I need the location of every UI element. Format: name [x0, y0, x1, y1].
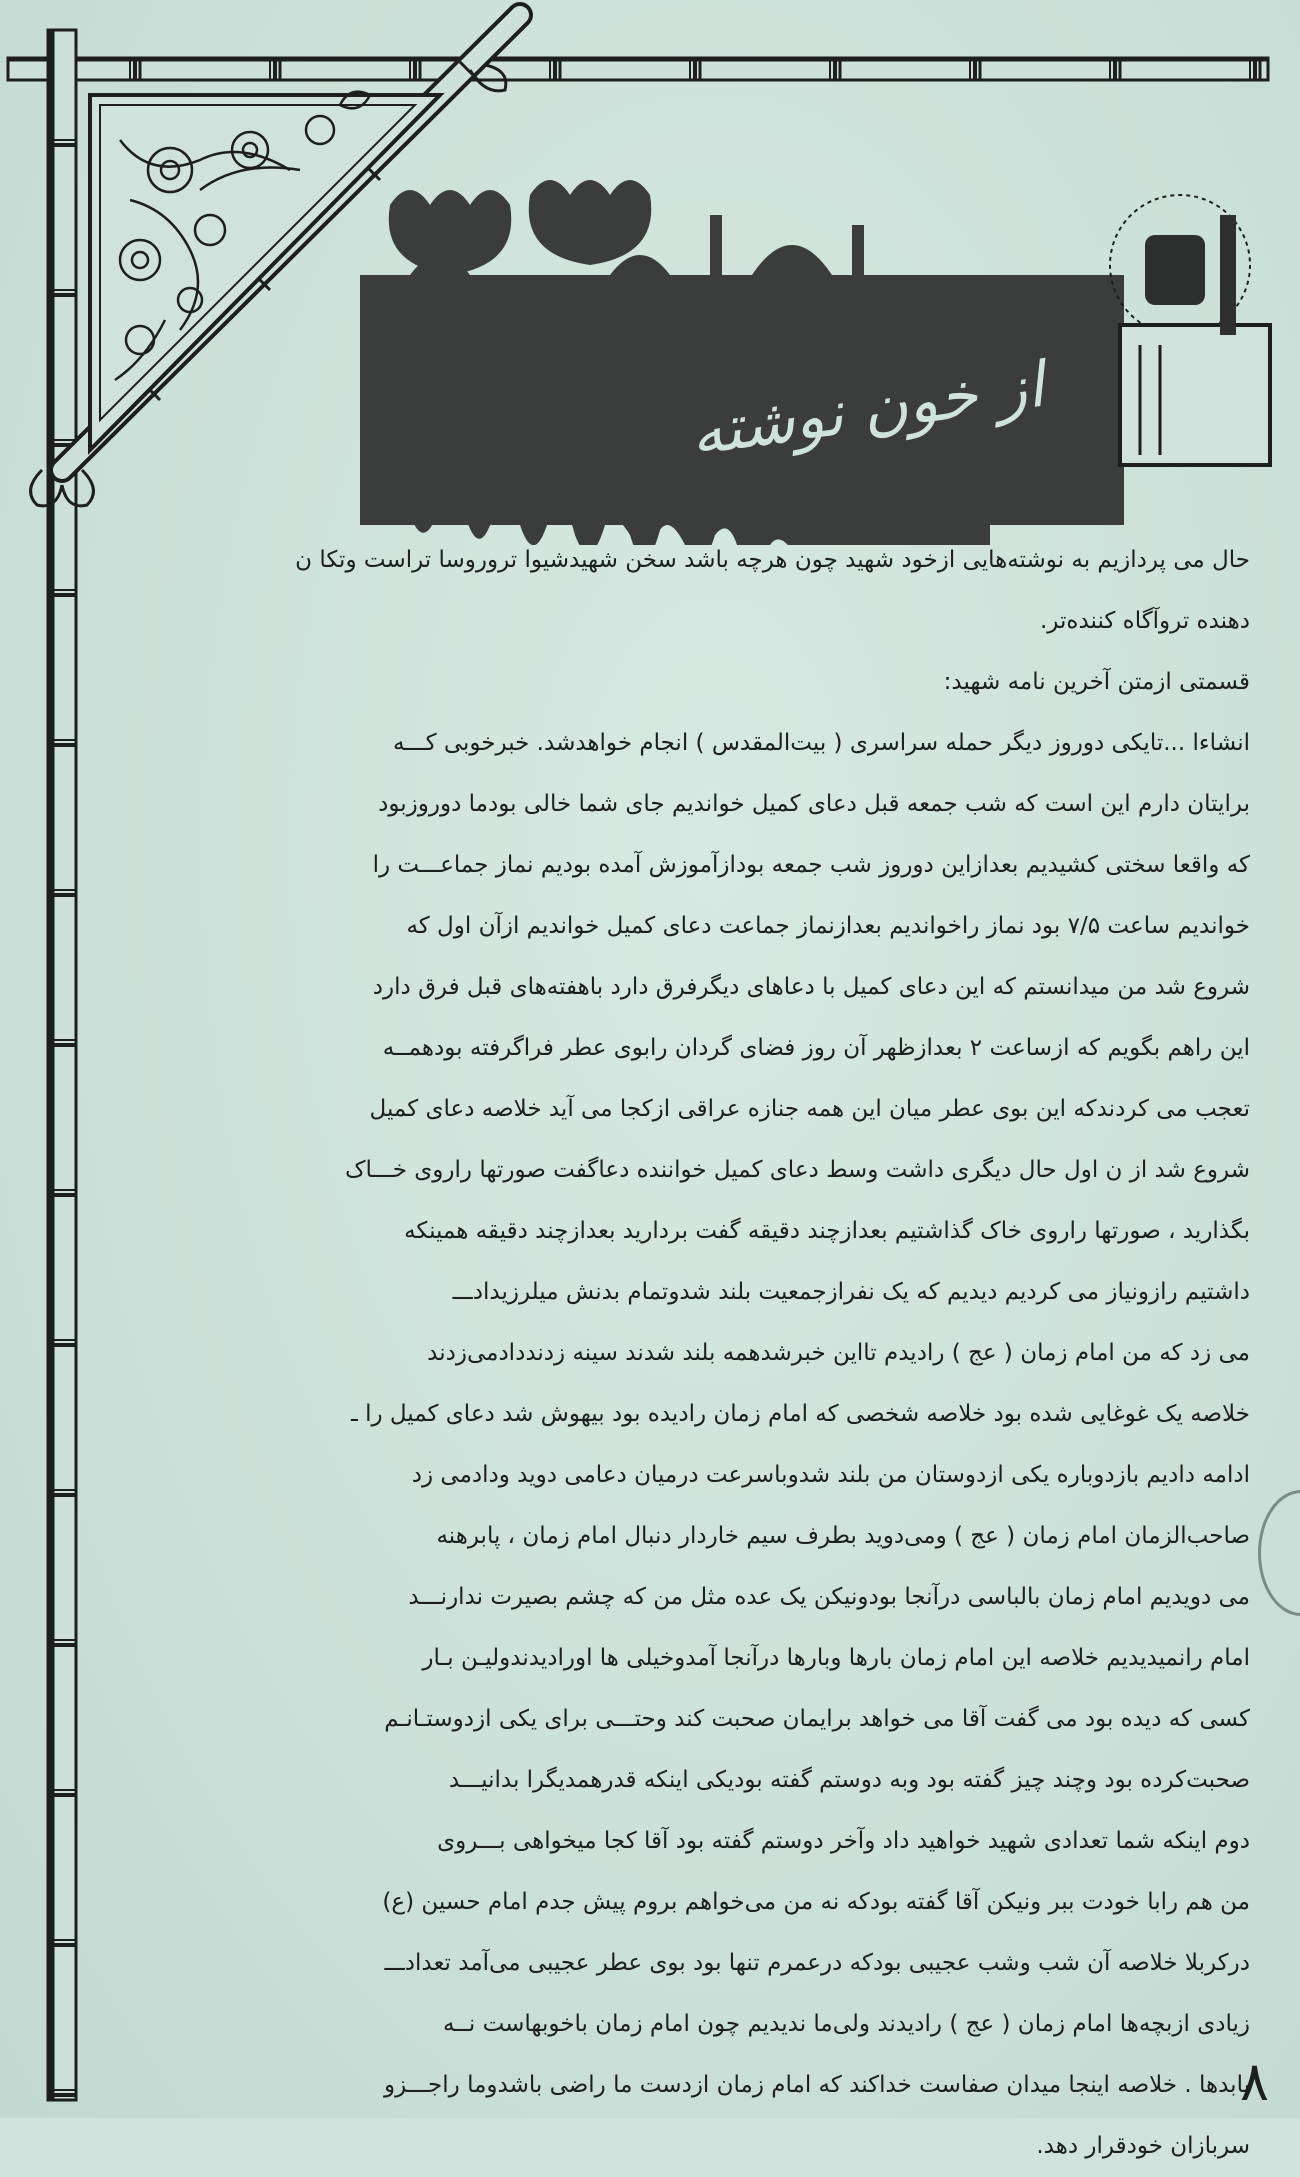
body-line: شروع شد من میدانستم که این دعای کمیل با دعاهای دیگرفرق دارد باهفته‌های قبل فرق دارد: [372, 974, 1250, 1000]
body-line: خواندیم ساعت ۷/۵ بود نماز راخواندیم بعدازنماز جماعت دعای کمیل خواندیم ازآن اول که: [406, 913, 1250, 939]
martyr-header-illustration: [360, 175, 1280, 545]
body-line: زیادی ازبچه‌ها امام زمان ( عج ) رادیدند ولی‌ما ندیدیم چون امام زمان باخوبهاست نــه: [443, 2011, 1250, 2037]
body-line: این راهم بگویم که ازساعت ۲ بعدازظهر آن روز فضای گردان رابوی عطر فراگرفته بودهمــه: [382, 1035, 1250, 1061]
body-line: ادامه دادیم بازدوباره یکی ازدوستان من بلند شدوباسرعت درمیان دعامی دوید ودادمی زد: [411, 1462, 1250, 1488]
header-calligraphy-title: از خون نوشته: [685, 347, 1049, 470]
body-line: می دویدیم امام زمان بالباسی درآنجا بودونیکن یک عده مثل من که چشم بصیرت ندارنـــد: [408, 1584, 1250, 1610]
body-line: برایتان دارم این است که شب جمعه قبل دعای کمیل خواندیم جای شما خالی بودما دوروزبود: [378, 791, 1250, 817]
body-line: می زد که من امام زمان ( عج ) رادیدم تااین خبرشدهمه بلند شدند سینه زدنددادمی‌زدند: [427, 1340, 1250, 1366]
body-line: درکربلا خلاصه آن شب وشب عجیبی بودکه درعمرم تنها بود بوی عطر عجیبی می‌آمد تعدادـــ: [384, 1950, 1250, 1976]
body-line: انشاء‌ا ...تایکی دوروز دیگر حمله سراسری ( بیت‌المقدس ) انجام خواهدشد. خبرخوبی کـــه: [393, 730, 1250, 756]
body-line: قسمتی ازمتن آخرین نامه شهید:: [943, 669, 1250, 695]
body-line: دهنده تروآگاه کننده‌تر.: [1039, 608, 1250, 634]
body-line: خلاصه یک غوغایی شده بود خلاصه شخصی که امام زمان رادیده بود بیهوش شد دعای کمیل را ـ: [351, 1401, 1250, 1427]
body-line: داشتیم رازونیاز می کردیم دیدیم که یک نفرازجمعیت بلند شدوتمام بدنش میلرزیدادـــ: [452, 1279, 1250, 1305]
body-line: سربازان خودقرار دهد.: [1036, 2133, 1250, 2159]
body-line: من هم رابا خودت ببر ونیکن آقا گفته بودکه نه من می‌خواهم بروم پیش جدم امام حسین (ع): [382, 1889, 1250, 1915]
body-line: صاحب‌الزمان امام زمان ( عج ) ومی‌دوید بطرف سیم خاردار دنبال امام زمان ، پابرهنه: [436, 1523, 1250, 1549]
body-line: صحبت‌کرده بود وچند چیز گفته بود وبه دوستم گفته بودیکی اینکه قدرهمدیگرا بدانیـــد: [448, 1767, 1250, 1793]
letter-body: [110, 530, 1250, 2177]
page-number: ۸: [1240, 2050, 1270, 2113]
body-line: که واقعا سختی کشیدیم بعدازاین دوروز شب جمعه بودازآموزش آمده بودیم نماز جماعـــت را: [372, 852, 1250, 878]
body-line: کسی که دیده بود می گفت آقا می خواهد برایمان صحبت کند وحتـــی برای یکی ازدوستـانـم: [384, 1706, 1250, 1732]
body-line: دوم اینکه شما تعدادی شهید خواهید داد وآخر دوستم گفته بود آقا کجا میخواهی بـــروی: [437, 1828, 1250, 1854]
body-line: تعجب می کردندکه این بوی عطر میان این همه جنازه عراقی ازکجا می آید خلاصه دعای کمیل: [369, 1096, 1250, 1122]
body-line: بابدها . خلاصه اینجا میدان صفاست خداکند که امام زمان ازدست ما راضی باشدوما راجـــزو: [384, 2072, 1250, 2098]
body-line: شروع شد از ن اول حال دیگری داشت وسط دعای کمیل خواننده دعاگفت صورتها راروی خـــاک: [344, 1157, 1250, 1183]
body-line: امام رانمیدیدیم خلاصه این امام زمان بارها وبارها درآنجا آمدوخیلی ها اورادیدندولیـن بـار: [422, 1645, 1250, 1671]
body-line: حال می پردازیم به نوشته‌هایی ازخود شهید چون هرچه باشد سخن شهیدشیوا تروروسا تراست وتکا ن: [295, 547, 1250, 573]
body-line: بگذارید ، صورتها راروی خاک گذاشتیم بعدازچند دقیقه گفت بردارید بعدازچند دقیقه همینکه: [404, 1218, 1250, 1244]
